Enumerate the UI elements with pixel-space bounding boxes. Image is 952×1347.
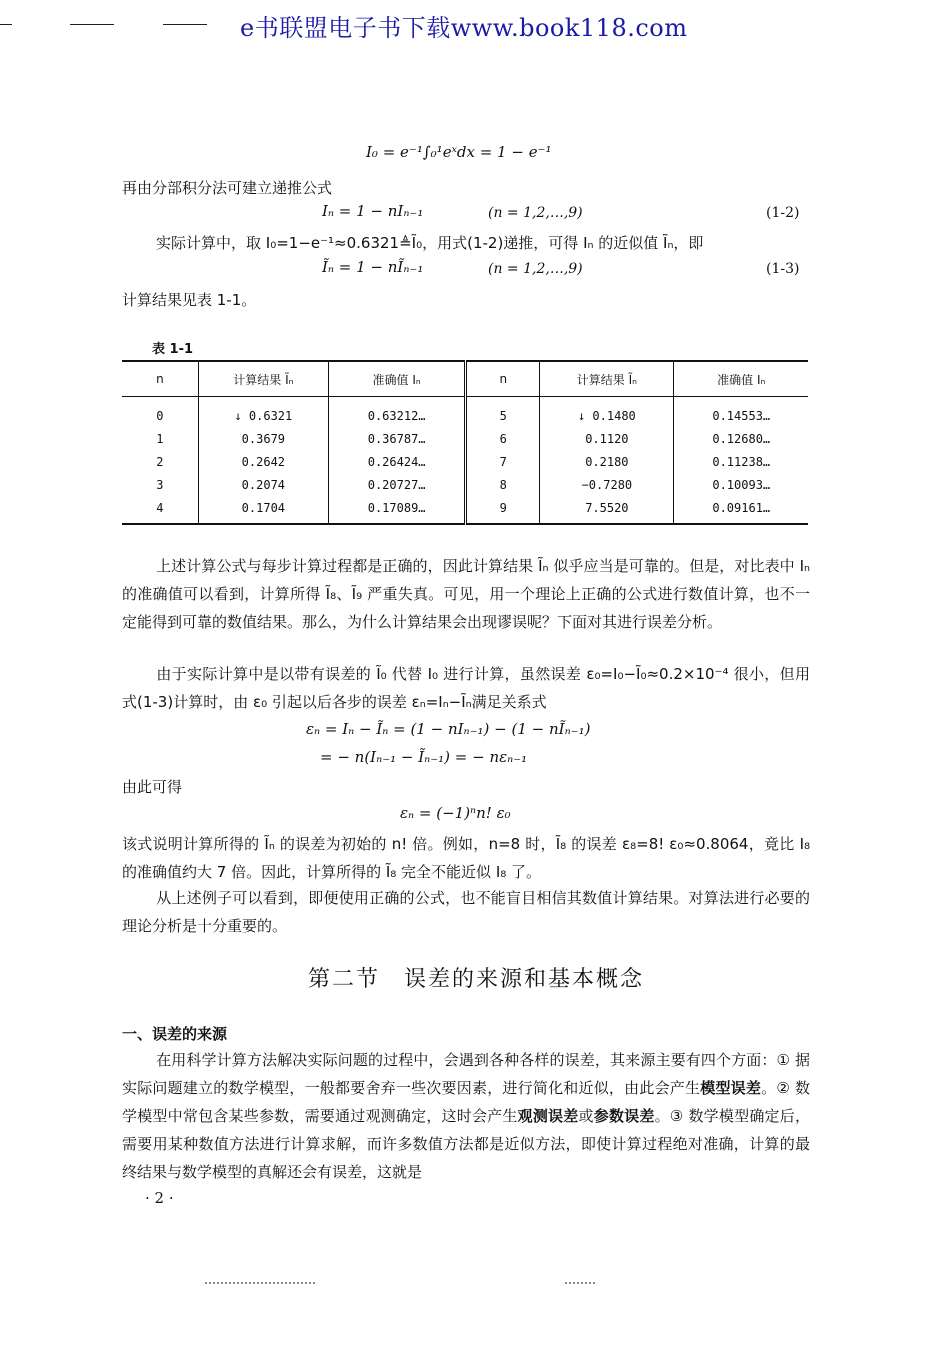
section-title: 第二节 误差的来源和基本概念 xyxy=(307,967,644,992)
table-header: 计算结果 Ĩₙ xyxy=(198,361,328,397)
text-line: 再由分部积分法可建立递推公式 xyxy=(122,179,333,197)
equation-1-3: Ĩₙ = 1 − nĨₙ₋₁ xyxy=(322,258,424,276)
table-cell: 0.11238… xyxy=(674,451,808,474)
paragraph-text: 或 xyxy=(578,1107,594,1125)
table-cell: 0 xyxy=(156,409,164,424)
equation-i0: I₀ = e⁻¹∫₀¹eˣdx = 1 − e⁻¹ xyxy=(366,143,552,161)
banner-link[interactable]: e书联盟电子书下载www.book118.com xyxy=(240,14,688,42)
table-cell: 1 xyxy=(156,432,164,447)
scan-artifact xyxy=(205,1282,315,1286)
table-header-row xyxy=(122,361,808,397)
table-cell: 0.26424… xyxy=(328,451,465,474)
table-cell: 3 xyxy=(156,477,164,492)
table-cell: 0.63212… xyxy=(328,397,465,428)
paragraph-text: 上述计算公式与每步计算过程都是正确的，因此计算结果 Ĩₙ 似乎应当是可靠的。但是，对比表中 Iₙ 的准确值可以看到，计算所得 Ĩ₈、Ĩ₉ 严重失真。可见，用一个理论上正确的公式进行数值计算，也不一定能得到可靠的数值结果。那么，为什么计算结果会出现谬误呢？下面对其进行误差分析。 xyxy=(122,557,810,631)
banner-dash xyxy=(70,24,114,25)
text-line: 计算结果见表 1-1。 xyxy=(122,291,257,309)
table-cell: 0.36787… xyxy=(328,428,465,451)
paragraph-text: 。② 数学模型中常包含某些参数，需要通过观测确定，这时会产生 xyxy=(122,1079,810,1125)
banner-dash xyxy=(163,24,207,25)
equation-error-1: εₙ = Iₙ − Ĩₙ = (1 − nIₙ₋₁) − (1 − nĨₙ₋₁) xyxy=(306,720,591,738)
table-cell: 0.10093… xyxy=(674,473,808,496)
equation-condition: (n = 1,2,…,9) xyxy=(488,205,583,221)
table-row xyxy=(122,428,808,451)
table-row xyxy=(122,397,808,428)
table-cell: 0.1120 xyxy=(540,428,674,451)
table-cell: 6 xyxy=(466,428,540,451)
table-header: n xyxy=(466,361,540,397)
table-cell: 0.09161… xyxy=(674,496,808,524)
table-header: n xyxy=(122,361,198,397)
paragraph xyxy=(122,1046,810,1186)
text-line: 实际计算中，取 I₀=1−e⁻¹≈0.6321≜Ĩ₀，用式(1-2)递推，可得 Iₙ 的近似值 Ĩₙ，即 xyxy=(156,234,704,252)
table-cell: 0.3679 xyxy=(198,428,328,451)
table-cell: 0.2180 xyxy=(540,451,674,474)
table-cell: 0.2642 xyxy=(198,451,328,474)
table-cell: −0.7280 xyxy=(540,473,674,496)
table-cell: 4 xyxy=(156,500,164,515)
table-cell: 7 xyxy=(466,451,540,474)
paragraph-text: 由于实际计算中是以带有误差的 Ĩ₀ 代替 I₀ 进行计算，虽然误差 ε₀=I₀−Ĩ₀≈0.2×10⁻⁴ 很小，但用式(1-3)计算时，由 ε₀ 引起以后各步的误差 εₙ=Iₙ−Ĩₙ满足关系式 xyxy=(122,665,810,711)
subsection-title: 一、误差的来源 xyxy=(122,1025,228,1043)
table-header: 准确值 Iₙ xyxy=(674,361,808,397)
table-cell: 0.12680… xyxy=(674,428,808,451)
table-cell: 8 xyxy=(466,473,540,496)
table-row xyxy=(122,496,808,524)
table-cell: 0.17089… xyxy=(328,496,465,524)
table-row xyxy=(122,451,808,474)
paragraph xyxy=(122,884,810,940)
table-cell: ↓ 0.6321 xyxy=(198,397,328,428)
table-label: 表 1-1 xyxy=(152,342,194,357)
table-header: 准确值 Iₙ xyxy=(328,361,465,397)
top-banner xyxy=(0,4,952,42)
table-cell: 0.14553… xyxy=(674,397,808,428)
table-cell: 2 xyxy=(156,454,164,469)
term-model-error: 模型误差 xyxy=(700,1079,762,1097)
table-row xyxy=(122,473,808,496)
equation-condition: (n = 1,2,…,9) xyxy=(488,261,583,277)
equation-1-2: Iₙ = 1 − nIₙ₋₁ xyxy=(322,202,424,220)
table-cell: 0.2074 xyxy=(198,473,328,496)
equation-error-3: εₙ = (−1)ⁿn! ε₀ xyxy=(400,804,511,822)
text-line: 由此可得 xyxy=(122,778,183,796)
equation-number: (1-2) xyxy=(766,205,800,221)
page-number: · 2 · xyxy=(145,1189,174,1207)
table-cell: 0.1704 xyxy=(198,496,328,524)
table-cell: ↓ 0.1480 xyxy=(540,397,674,428)
paragraph-text: 从上述例子可以看到，即便使用正确的公式，也不能盲目相信其数值计算结果。对算法进行必要的理论分析是十分重要的。 xyxy=(122,889,810,935)
table-cell: 0.20727… xyxy=(328,473,465,496)
term-observation-error: 观测误差 xyxy=(517,1107,579,1125)
table-header: 计算结果 Ĩₙ xyxy=(540,361,674,397)
scan-artifact xyxy=(565,1282,595,1286)
term-parameter-error: 参数误差 xyxy=(593,1107,655,1125)
equation-error-2: = − n(Iₙ₋₁ − Ĩₙ₋₁) = − nεₙ₋₁ xyxy=(320,748,528,766)
paragraph xyxy=(122,552,810,636)
paragraph-text: 在用科学计算方法解决实际问题的过程中，会遇到各种各样的误差，其来源主要有四个方面：① 据实际问题建立的数学模型，一般都要舍弃一些次要因素，进行简化和近似，由此会产生 xyxy=(122,1051,810,1097)
equation-number: (1-3) xyxy=(766,261,800,277)
banner-dash xyxy=(0,24,12,25)
paragraph-text: 。③ 数学模型确定后，需要用某种数值方法进行计算求解，而许多数值方法都是近似方法，即使计算过程绝对准确，计算的最终结果与数学模型的真解还会有误差，这就是 xyxy=(122,1107,810,1181)
data-table xyxy=(122,360,808,525)
paragraph-text: 该式说明计算所得的 Ĩₙ 的误差为初始的 n! 倍。例如，n=8 时，Ĩ₈ 的误差 ε₈=8! ε₀≈0.8064，竟比 I₈ 的准确值约大 7 倍。因此，计算所得的 Ĩ₈ 完全不能近似 I₈ 了。 xyxy=(122,835,810,881)
table-cell: 7.5520 xyxy=(540,496,674,524)
paragraph xyxy=(122,830,810,886)
table-cell: 5 xyxy=(466,397,540,428)
table-cell: 9 xyxy=(466,496,540,524)
paragraph xyxy=(122,660,810,716)
